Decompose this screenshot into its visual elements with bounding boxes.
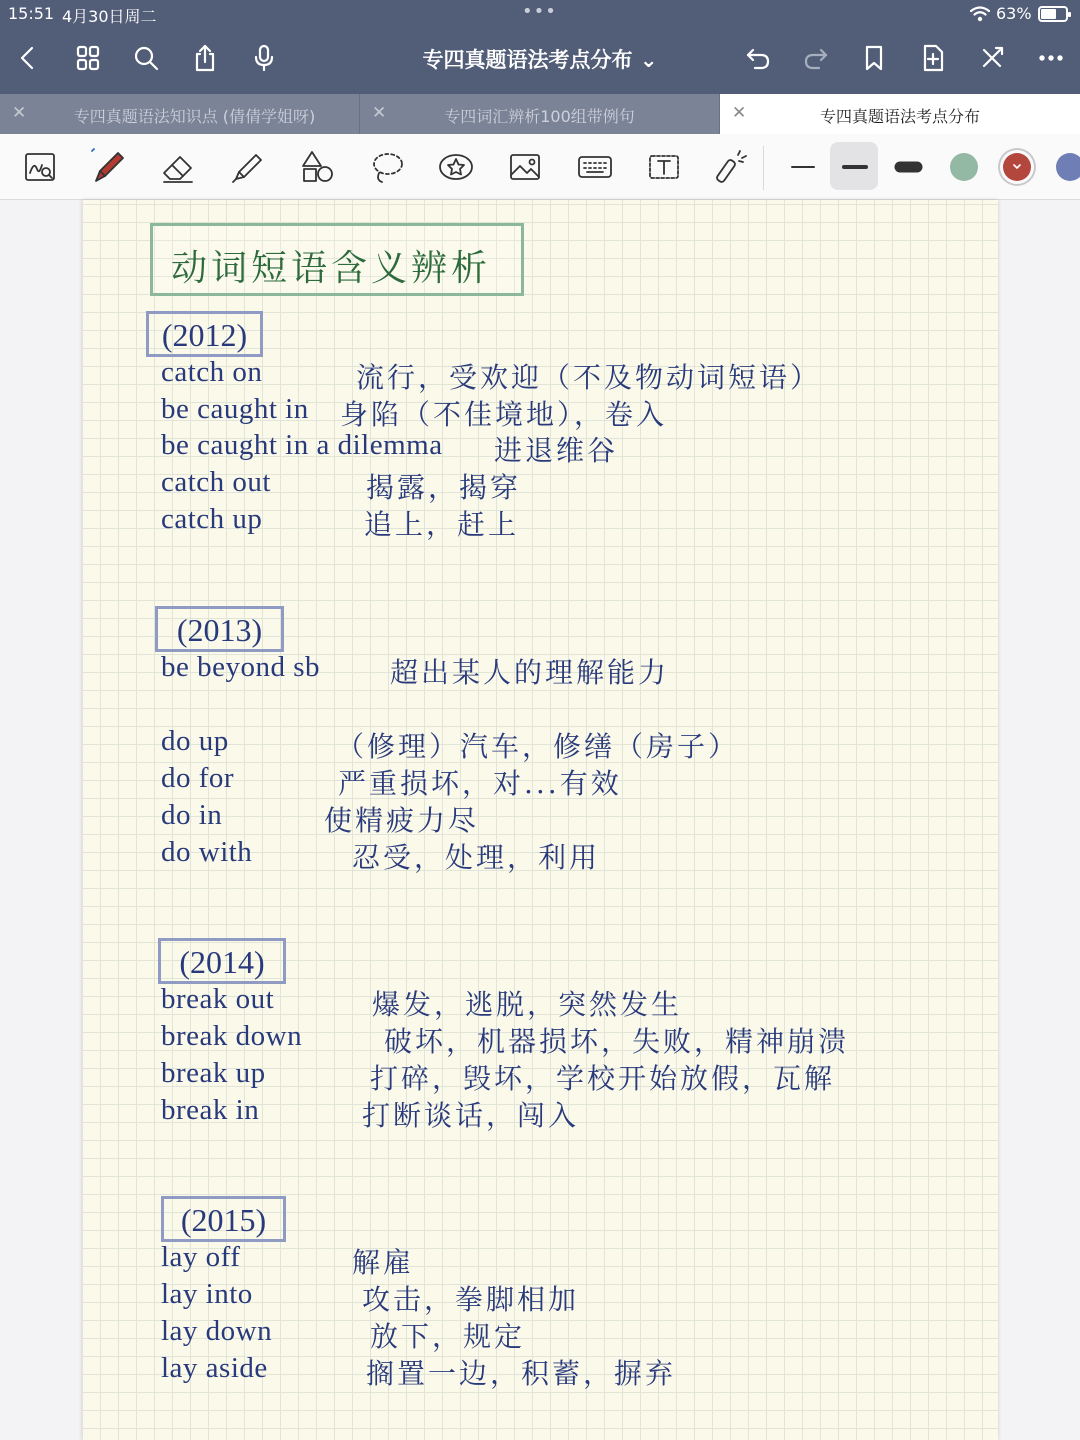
more-options-icon[interactable] <box>1033 40 1069 76</box>
phrase-en: be caught in a dilemma <box>161 429 443 461</box>
sticker-tool-icon[interactable] <box>432 144 480 190</box>
year-label: (2013) <box>176 612 263 648</box>
medium-stroke-option[interactable] <box>830 144 878 190</box>
share-icon[interactable] <box>187 40 223 76</box>
phrase-cn: 追上，赶上 <box>364 508 520 541</box>
handwriting-zoom-icon[interactable] <box>16 144 64 190</box>
tab-label: 专四词汇辨析100组带例句 <box>444 107 635 126</box>
pen-tool-icon[interactable] <box>84 144 132 190</box>
drawing-toolbar <box>0 134 1080 200</box>
phrase-cn: 破坏，机器损坏，失败，精神崩溃 <box>384 1025 850 1058</box>
phrase-en: lay down <box>161 1315 273 1347</box>
phrase-en: catch up <box>161 503 263 535</box>
phrase-en: break in <box>161 1094 260 1126</box>
phrase-cn: 超出某人的理解能力 <box>390 656 670 689</box>
microphone-icon[interactable] <box>246 40 282 76</box>
close-tab-icon[interactable]: ✕ <box>732 103 747 123</box>
phrase-cn: 揭露，揭穿 <box>366 471 522 504</box>
bookmark-icon[interactable] <box>856 40 892 76</box>
image-tool-icon[interactable] <box>501 144 549 190</box>
phrase-en: do in <box>161 799 223 831</box>
phrase-en: lay into <box>161 1278 253 1310</box>
color-swatch-blue[interactable] <box>1056 153 1080 181</box>
phrase-en: catch on <box>161 356 263 388</box>
note-title: 动词短语含义辨析 <box>171 248 492 289</box>
color-swatch-red[interactable] <box>1003 153 1031 181</box>
phrase-cn: （修理）汽车，修缮（房子） <box>336 730 740 763</box>
phrase-cn: 爆发，逃脱，突然发生 <box>372 988 683 1021</box>
year-box-2014 <box>158 938 286 984</box>
year-label: (2014) <box>179 944 265 980</box>
phrase-en: do with <box>161 836 253 868</box>
laser-pointer-tool-icon[interactable] <box>708 144 756 190</box>
phrase-cn: 放下，规定 <box>370 1320 526 1353</box>
undo-icon[interactable] <box>740 40 776 76</box>
phrase-cn: 严重损坏，对...有效 <box>338 767 622 800</box>
phrase-en: do for <box>161 762 235 794</box>
close-tab-icon[interactable]: ✕ <box>372 103 387 123</box>
note-title-box <box>150 223 524 296</box>
phrase-cn: 进退维谷 <box>494 434 619 467</box>
year-box-2012 <box>146 311 263 357</box>
chevron-down-icon <box>1003 153 1031 181</box>
phrase-en: lay aside <box>161 1352 268 1384</box>
phrase-cn: 忍受，处理，利用 <box>352 841 601 874</box>
redo-icon[interactable] <box>798 40 834 76</box>
phrase-en: catch out <box>161 466 271 498</box>
phrase-en: break down <box>161 1020 303 1052</box>
toolbar-divider <box>763 146 764 190</box>
phrase-cn: 身陷（不佳境地），卷入 <box>340 398 668 431</box>
tab-grammar-knowledge[interactable] <box>0 94 360 134</box>
keyboard-tool-icon[interactable] <box>571 144 619 190</box>
thin-stroke-option[interactable] <box>778 144 826 190</box>
text-box-tool-icon[interactable] <box>640 144 688 190</box>
status-time: 15:51 <box>8 4 55 23</box>
wifi-icon <box>970 6 990 22</box>
add-page-icon[interactable] <box>915 40 951 76</box>
thick-stroke-option[interactable] <box>884 144 932 190</box>
phrase-cn: 打断谈话，闯入 <box>362 1099 580 1132</box>
phrase-en: do up <box>161 725 229 757</box>
year-label: (2012) <box>161 317 248 353</box>
document-tabs <box>0 94 1080 134</box>
highlighter-tool-icon[interactable] <box>224 144 272 190</box>
back-icon[interactable] <box>10 40 46 76</box>
document-title-dropdown[interactable]: 专四真题语法考点分布 ⌄ <box>422 48 658 72</box>
phrase-cn: 解雇 <box>352 1246 415 1279</box>
close-toolbar-icon[interactable] <box>974 40 1010 76</box>
status-date: 4月30日周二 <box>62 7 157 26</box>
close-tab-icon[interactable]: ✕ <box>12 103 27 123</box>
phrase-cn: 攻击，拳脚相加 <box>362 1283 580 1316</box>
phrase-en: break out <box>161 983 275 1015</box>
phrase-en: lay off <box>161 1241 241 1273</box>
tab-grammar-distribution[interactable] <box>720 94 1080 134</box>
phrase-en: be caught in <box>161 393 309 425</box>
battery-percent: 63% <box>996 4 1032 23</box>
grid-view-icon[interactable] <box>70 40 106 76</box>
phrase-cn: 流行，受欢迎（不及物动词短语） <box>356 361 822 394</box>
phrase-cn: 打碎，毁坏，学校开始放假，瓦解 <box>370 1062 836 1095</box>
eraser-tool-icon[interactable] <box>154 144 202 190</box>
top-navigation-bar <box>0 0 1080 94</box>
year-box-2015 <box>161 1196 286 1242</box>
phrase-cn: 搁置一边，积蓄，摒弃 <box>366 1357 677 1390</box>
multitasking-dots-icon[interactable]: ••• <box>522 1 557 22</box>
status-bar <box>0 0 1080 28</box>
color-swatch-green[interactable] <box>950 153 978 181</box>
tab-vocabulary[interactable] <box>360 94 720 134</box>
phrase-cn: 使精疲力尽 <box>324 804 480 837</box>
year-label: (2015) <box>180 1202 267 1238</box>
shape-tool-icon[interactable] <box>294 144 342 190</box>
phrase-en: be beyond sb <box>161 651 321 683</box>
tab-label: 专四真题语法知识点 (倩倩学姐呀) <box>73 107 316 126</box>
year-box-2013 <box>155 606 284 652</box>
phrase-en: break up <box>161 1057 266 1089</box>
tab-label: 专四真题语法考点分布 <box>819 107 980 126</box>
lasso-tool-icon[interactable] <box>363 144 411 190</box>
search-icon[interactable] <box>128 40 164 76</box>
battery-icon <box>1038 6 1068 22</box>
